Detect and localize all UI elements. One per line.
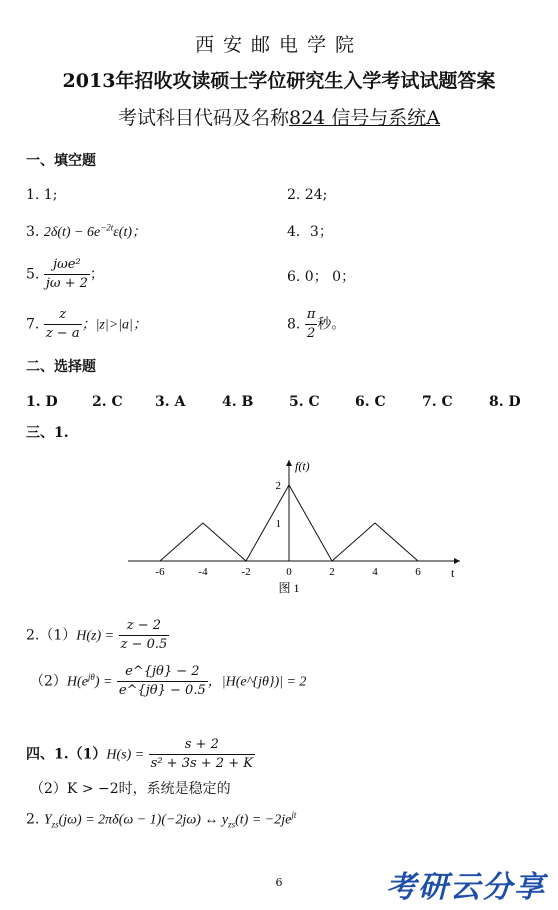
choice-4: 4. B xyxy=(222,394,254,410)
answer-3-2-1: 2.（1）H(z) = $\frac{z - 2}{z - 0.5}$ xyxy=(26,618,168,652)
x-tick-label: 6 xyxy=(415,566,421,578)
choice-7: 7. C xyxy=(422,394,453,410)
figure-caption: 图 1 xyxy=(278,581,300,595)
section1-heading: 一、填空题 xyxy=(26,153,96,169)
answer-1-6: 6. 0； 0； xyxy=(287,269,356,285)
answer-1-5: 5. $\frac{\text{jωe²}}{j\omega + 2}$ ； xyxy=(26,257,104,291)
answer-4-1-2: （2）K > −2时，系统是稳定的 xyxy=(30,781,231,797)
x-tick-label: 0 xyxy=(286,566,292,578)
exam-title: 2013年招收攻读硕士学位研究生入学考试试题答案 xyxy=(62,70,496,92)
answer-1-7: 7. $\frac{z}{z - a}$ ；|z|>|a|； xyxy=(26,307,147,341)
section2-heading: 二、选择题 xyxy=(26,359,96,375)
choice-1: 1. D xyxy=(26,394,58,410)
y-tick-label: 2 xyxy=(275,480,281,492)
answer-3-2-2: $(2)H(e^{j\theta})$ = $\frac{e\^{}\{j\theta\} - 2}{e\^{}\{j\theta\} - 0.5}$ ，|H(e^{jθ})| = 2 xyxy=(30,664,307,698)
x-tick-label: -2 xyxy=(241,566,251,578)
x-tick-label: 4 xyxy=(372,566,378,578)
x-tick-label: -6 xyxy=(155,566,165,578)
subject-name: 824 信号与系统A xyxy=(288,107,441,129)
watermark-logo: 考研云分享 xyxy=(386,870,546,905)
section3-heading: 三、1. xyxy=(26,425,69,441)
answer-4-1-1: 四、1.（1）H(s) = $\frac{s + 2}{\text{s² + 3s + 2 + K}}$ xyxy=(26,737,253,771)
x-tick-label: -4 xyxy=(198,566,208,578)
choice-8: 8. D xyxy=(489,394,521,410)
school-name: 西安邮电学院 xyxy=(194,34,363,56)
choice-3: 3. A xyxy=(155,394,186,410)
choice-5: 5. C xyxy=(289,394,320,410)
choice-2: 2. C xyxy=(92,394,123,410)
answer-1-4: 4．3； xyxy=(287,224,333,240)
answer-1-8: 8. $\frac{\pi}{2}$ 秒。 xyxy=(287,307,346,341)
y-axis-label: f(t) xyxy=(295,459,310,473)
x-tick-label: 2 xyxy=(329,566,335,578)
choice-6: 6. C xyxy=(355,394,386,410)
x-axis-label: t xyxy=(451,566,455,580)
answer-1-3: 3. $2\delta(t) - 6e^{-2t}\varepsilon(t)$； xyxy=(26,222,147,240)
answer-1-1: 1. 1; xyxy=(26,187,58,203)
subject-prefix: 考试科目代码及名称 xyxy=(117,107,289,129)
y-tick-label: 1 xyxy=(275,518,281,530)
answer-4-2: 2. $Y_{zs}(j\omega) = 2\pi\delta(\omega - 1)(-2j\omega)$ ↔ $y_{zs}(t) = -2je^{jt}$ xyxy=(26,810,297,830)
page-number: 6 xyxy=(275,876,283,889)
answer-1-2: 2. 24; xyxy=(287,187,328,203)
